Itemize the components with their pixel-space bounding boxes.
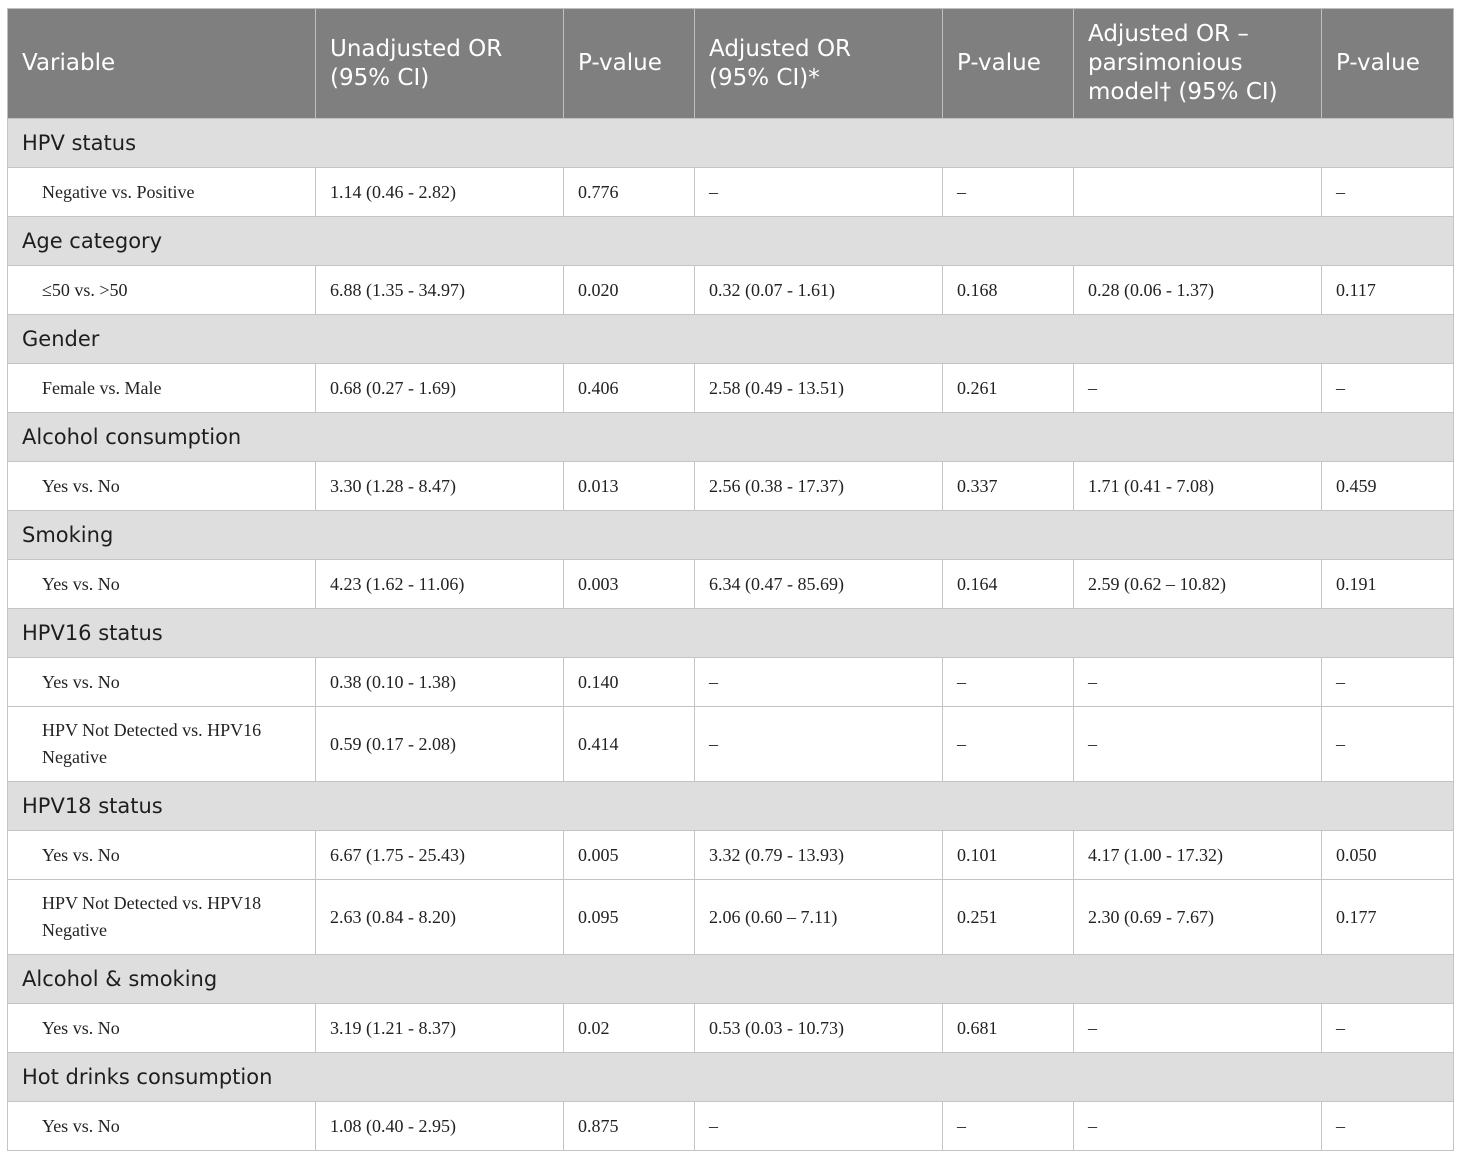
unadjusted-or-cell: 6.67 (1.75 - 25.43): [316, 831, 564, 880]
parsimonious-or-cell: –: [1074, 658, 1322, 707]
p-value-adjusted-cell: –: [943, 658, 1074, 707]
p-value-unadjusted-cell: 0.005: [564, 831, 695, 880]
unadjusted-or-cell: 4.23 (1.62 - 11.06): [316, 560, 564, 609]
group-row: [8, 955, 1454, 1004]
adjusted-or-cell: 2.56 (0.38 - 17.37): [695, 462, 943, 511]
parsimonious-or-cell: 4.17 (1.00 - 17.32): [1074, 831, 1322, 880]
table-row: [8, 831, 1454, 880]
parsimonious-or-cell: [1074, 168, 1322, 217]
table-row: [8, 266, 1454, 315]
row-label: Negative vs. Positive: [42, 181, 195, 202]
header-adjusted-or: Adjusted OR (95% CI)*: [695, 9, 943, 119]
p-value-unadjusted-cell: 0.776: [564, 168, 695, 217]
row-label: Female vs. Male: [42, 377, 162, 398]
header-p-value-unadjusted: P-value: [564, 9, 695, 119]
row-label: Yes vs. No: [42, 475, 120, 496]
header-variable: Variable: [8, 9, 316, 119]
p-value-adjusted-cell: 0.337: [943, 462, 1074, 511]
p-value-unadjusted-cell: 0.013: [564, 462, 695, 511]
group-row: [8, 413, 1454, 462]
row-label: Yes vs. No: [42, 671, 120, 692]
group-heading: HPV status: [8, 119, 1454, 168]
table-row: [8, 707, 1454, 782]
group-heading: Hot drinks consumption: [8, 1053, 1454, 1102]
adjusted-or-cell: –: [695, 658, 943, 707]
unadjusted-or-cell: 6.88 (1.35 - 34.97): [316, 266, 564, 315]
adjusted-or-cell: –: [695, 707, 943, 782]
p-value-parsimonious-cell: 0.191: [1322, 560, 1454, 609]
header-p-value-parsimonious: P-value: [1322, 9, 1454, 119]
row-label-cell: [8, 707, 316, 782]
unadjusted-or-cell: 2.63 (0.84 - 8.20): [316, 880, 564, 955]
row-label: HPV Not Detected vs. HPV18 Negative: [42, 893, 262, 940]
header-row: [8, 9, 1454, 119]
unadjusted-or-cell: 1.08 (0.40 - 2.95): [316, 1102, 564, 1151]
group-heading: Alcohol consumption: [8, 413, 1454, 462]
row-label-cell: [8, 880, 316, 955]
unadjusted-or-cell: 0.68 (0.27 - 1.69): [316, 364, 564, 413]
group-heading: Age category: [8, 217, 1454, 266]
parsimonious-or-cell: 0.28 (0.06 - 1.37): [1074, 266, 1322, 315]
row-label-cell: [8, 560, 316, 609]
p-value-unadjusted-cell: 0.406: [564, 364, 695, 413]
row-label: HPV Not Detected vs. HPV16 Negative: [42, 720, 262, 767]
table-row: [8, 560, 1454, 609]
group-row: [8, 217, 1454, 266]
table-row: [8, 168, 1454, 217]
table-row: [8, 1004, 1454, 1053]
adjusted-or-cell: 0.32 (0.07 - 1.61): [695, 266, 943, 315]
parsimonious-or-cell: –: [1074, 707, 1322, 782]
p-value-adjusted-cell: 0.164: [943, 560, 1074, 609]
row-label-cell: [8, 266, 316, 315]
table-body: [8, 119, 1454, 1151]
adjusted-or-cell: 3.32 (0.79 - 13.93): [695, 831, 943, 880]
p-value-adjusted-cell: 0.101: [943, 831, 1074, 880]
p-value-adjusted-cell: 0.681: [943, 1004, 1074, 1053]
p-value-unadjusted-cell: 0.02: [564, 1004, 695, 1053]
p-value-unadjusted-cell: 0.095: [564, 880, 695, 955]
p-value-parsimonious-cell: –: [1322, 1004, 1454, 1053]
row-label-cell: [8, 658, 316, 707]
parsimonious-or-cell: –: [1074, 1102, 1322, 1151]
row-label: ≤50 vs. >50: [42, 279, 128, 300]
row-label: Yes vs. No: [42, 844, 120, 865]
table-row: [8, 462, 1454, 511]
p-value-unadjusted-cell: 0.875: [564, 1102, 695, 1151]
p-value-parsimonious-cell: 0.117: [1322, 266, 1454, 315]
p-value-parsimonious-cell: 0.177: [1322, 880, 1454, 955]
p-value-parsimonious-cell: –: [1322, 168, 1454, 217]
row-label: Yes vs. No: [42, 1115, 120, 1136]
row-label-cell: [8, 168, 316, 217]
unadjusted-or-cell: 3.30 (1.28 - 8.47): [316, 462, 564, 511]
unadjusted-or-cell: 0.59 (0.17 - 2.08): [316, 707, 564, 782]
group-heading: HPV18 status: [8, 782, 1454, 831]
p-value-parsimonious-cell: –: [1322, 1102, 1454, 1151]
p-value-parsimonious-cell: –: [1322, 364, 1454, 413]
adjusted-or-cell: 2.58 (0.49 - 13.51): [695, 364, 943, 413]
header-unadjusted-or: Unadjusted OR (95% CI): [316, 9, 564, 119]
parsimonious-or-cell: –: [1074, 364, 1322, 413]
table-row: [8, 658, 1454, 707]
odds-ratio-table: [7, 8, 1454, 1151]
row-label: Yes vs. No: [42, 573, 120, 594]
p-value-adjusted-cell: –: [943, 707, 1074, 782]
parsimonious-or-cell: 2.59 (0.62 – 10.82): [1074, 560, 1322, 609]
table-row: [8, 1102, 1454, 1151]
p-value-parsimonious-cell: 0.459: [1322, 462, 1454, 511]
p-value-adjusted-cell: 0.251: [943, 880, 1074, 955]
row-label: Yes vs. No: [42, 1017, 120, 1038]
parsimonious-or-cell: 2.30 (0.69 - 7.67): [1074, 880, 1322, 955]
p-value-parsimonious-cell: 0.050: [1322, 831, 1454, 880]
adjusted-or-cell: 2.06 (0.60 – 7.11): [695, 880, 943, 955]
unadjusted-or-cell: 1.14 (0.46 - 2.82): [316, 168, 564, 217]
group-row: [8, 1053, 1454, 1102]
header-p-value-adjusted: P-value: [943, 9, 1074, 119]
p-value-unadjusted-cell: 0.140: [564, 658, 695, 707]
group-heading: Smoking: [8, 511, 1454, 560]
unadjusted-or-cell: 0.38 (0.10 - 1.38): [316, 658, 564, 707]
group-row: [8, 315, 1454, 364]
table-header: [8, 9, 1454, 119]
group-heading: Gender: [8, 315, 1454, 364]
unadjusted-or-cell: 3.19 (1.21 - 8.37): [316, 1004, 564, 1053]
group-row: [8, 609, 1454, 658]
group-row: [8, 511, 1454, 560]
p-value-unadjusted-cell: 0.003: [564, 560, 695, 609]
group-heading: HPV16 status: [8, 609, 1454, 658]
row-label-cell: [8, 831, 316, 880]
parsimonious-or-cell: 1.71 (0.41 - 7.08): [1074, 462, 1322, 511]
p-value-adjusted-cell: 0.168: [943, 266, 1074, 315]
p-value-adjusted-cell: –: [943, 1102, 1074, 1151]
p-value-unadjusted-cell: 0.020: [564, 266, 695, 315]
p-value-unadjusted-cell: 0.414: [564, 707, 695, 782]
table-row: [8, 880, 1454, 955]
group-row: [8, 119, 1454, 168]
p-value-parsimonious-cell: –: [1322, 658, 1454, 707]
p-value-adjusted-cell: –: [943, 168, 1074, 217]
row-label-cell: [8, 364, 316, 413]
adjusted-or-cell: –: [695, 168, 943, 217]
adjusted-or-cell: –: [695, 1102, 943, 1151]
row-label-cell: [8, 462, 316, 511]
header-adjusted-or-parsimonious: Adjusted OR – parsimonious model† (95% CI): [1074, 9, 1322, 119]
p-value-adjusted-cell: 0.261: [943, 364, 1074, 413]
row-label-cell: [8, 1004, 316, 1053]
parsimonious-or-cell: –: [1074, 1004, 1322, 1053]
adjusted-or-cell: 0.53 (0.03 - 10.73): [695, 1004, 943, 1053]
group-heading: Alcohol & smoking: [8, 955, 1454, 1004]
row-label-cell: [8, 1102, 316, 1151]
table-row: [8, 364, 1454, 413]
group-row: [8, 782, 1454, 831]
p-value-parsimonious-cell: –: [1322, 707, 1454, 782]
adjusted-or-cell: 6.34 (0.47 - 85.69): [695, 560, 943, 609]
